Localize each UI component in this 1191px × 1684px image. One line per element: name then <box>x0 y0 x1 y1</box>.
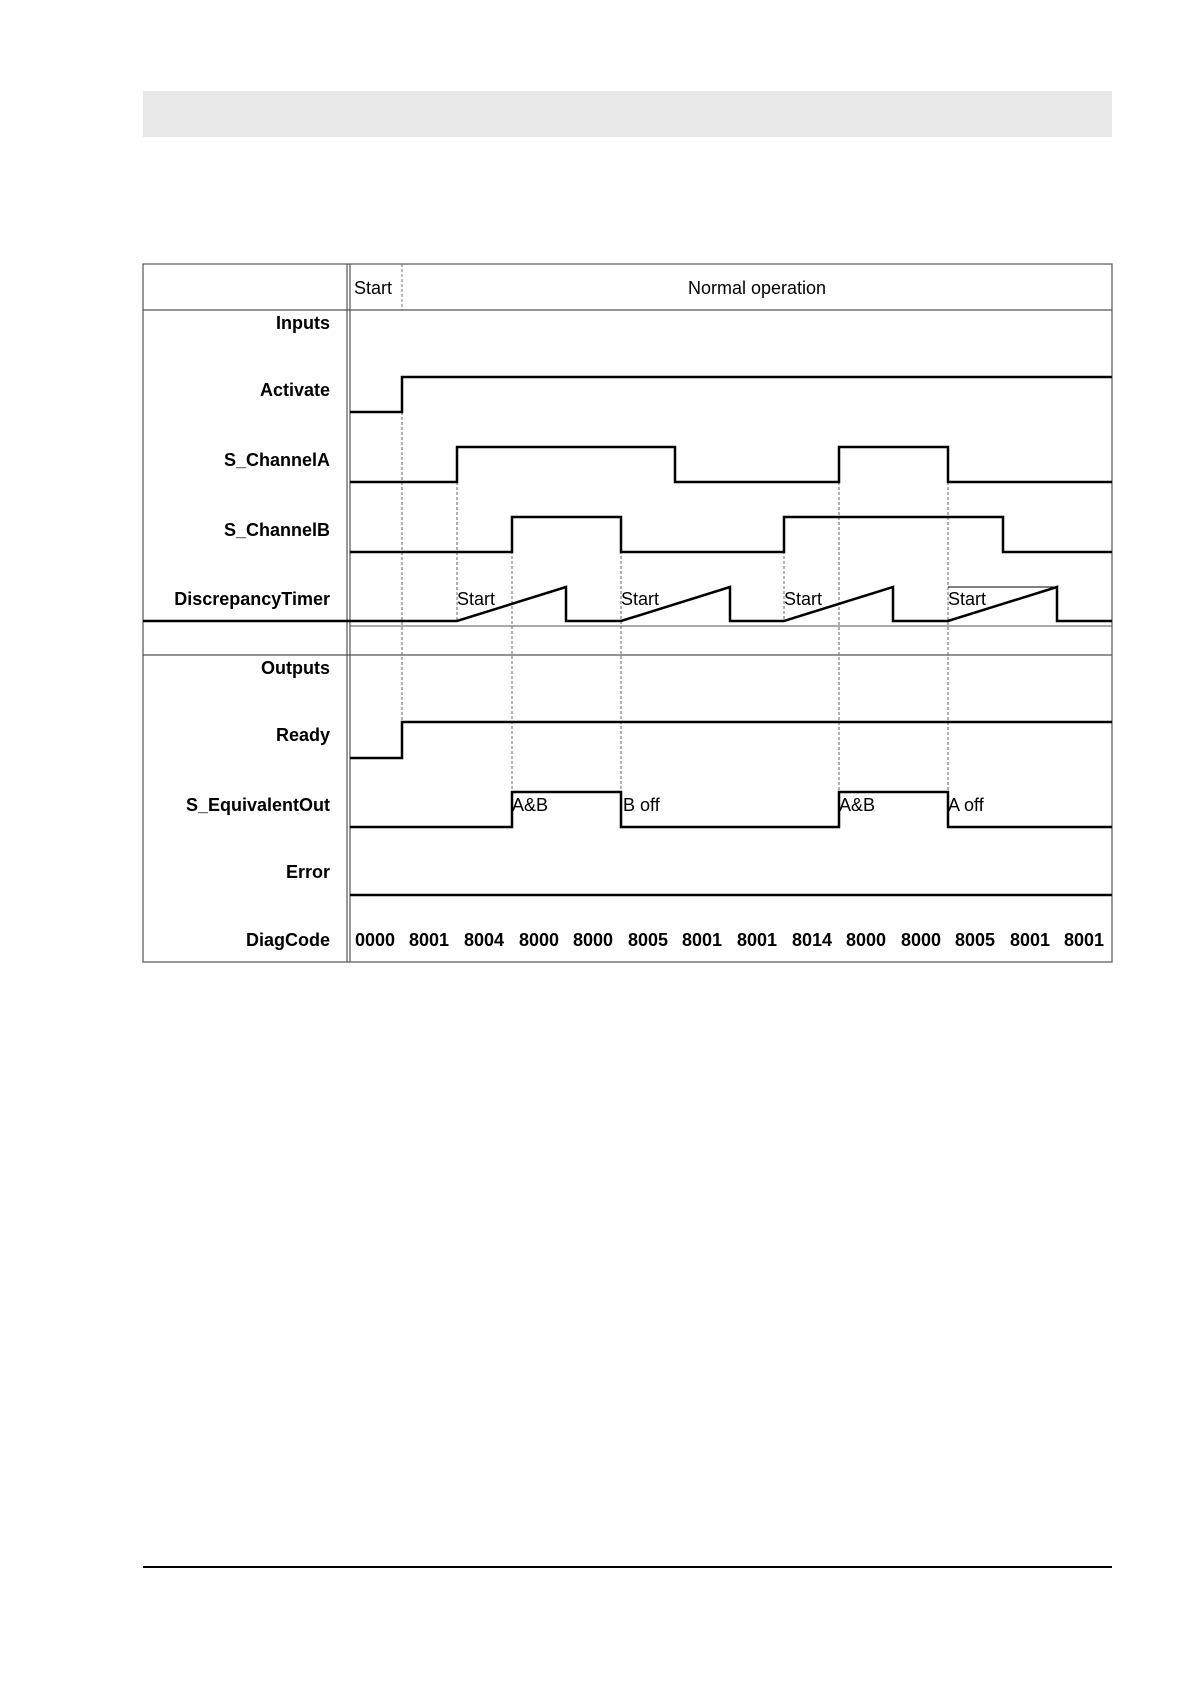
diag-code: 8000 <box>518 930 560 950</box>
diag-code: 0000 <box>354 930 396 950</box>
diag-code: 8000 <box>845 930 887 950</box>
timer-start-label: Start <box>621 589 660 609</box>
diag-code: 8001 <box>736 930 778 950</box>
out-state-label: A off <box>948 795 984 815</box>
timer-start-label: Start <box>948 589 987 609</box>
channel-a-wave <box>350 447 1112 482</box>
out-state-label: B off <box>623 795 660 815</box>
diag-codes <box>355 930 1104 950</box>
activate-wave <box>350 377 1112 412</box>
diag-code: 8001 <box>1063 930 1105 950</box>
diag-code: 8005 <box>627 930 669 950</box>
out-state-label: A&B <box>512 795 549 815</box>
diag-code: 8001 <box>408 930 450 950</box>
diag-code: 8014 <box>791 930 833 950</box>
diag-code: 8001 <box>1009 930 1051 950</box>
timer-start-label: Start <box>457 589 496 609</box>
channel-a-label: S_ChannelA <box>223 450 330 470</box>
discrepancy-timer-label: DiscrepancyTimer <box>174 589 330 609</box>
error-label: Error <box>285 862 330 882</box>
channel-b-wave <box>350 517 1112 552</box>
diag-code: 8004 <box>463 930 505 950</box>
footer-rule <box>143 1566 1112 1568</box>
ready-wave <box>350 722 1112 758</box>
activate-label: Activate <box>259 380 330 400</box>
phase-normal-label: Normal operation <box>687 278 827 298</box>
diag-code-label: DiagCode <box>245 930 330 950</box>
diag-code: 8005 <box>954 930 996 950</box>
timer-start-label: Start <box>784 589 823 609</box>
outputs-heading: Outputs <box>261 658 330 678</box>
channel-b-label: S_ChannelB <box>223 520 330 540</box>
inputs-heading: Inputs <box>276 313 330 333</box>
equivalent-out-wave <box>350 792 1112 827</box>
diag-code: 8000 <box>900 930 942 950</box>
diag-code: 8001 <box>681 930 723 950</box>
equivalent-out-label: S_EquivalentOut <box>185 795 330 815</box>
diagram-frame <box>143 264 1112 962</box>
transition-guides <box>402 377 948 796</box>
diag-code: 8000 <box>572 930 614 950</box>
out-state-label: A&B <box>839 795 876 815</box>
ready-label: Ready <box>275 725 330 745</box>
phase-start-label: Start <box>354 278 393 298</box>
